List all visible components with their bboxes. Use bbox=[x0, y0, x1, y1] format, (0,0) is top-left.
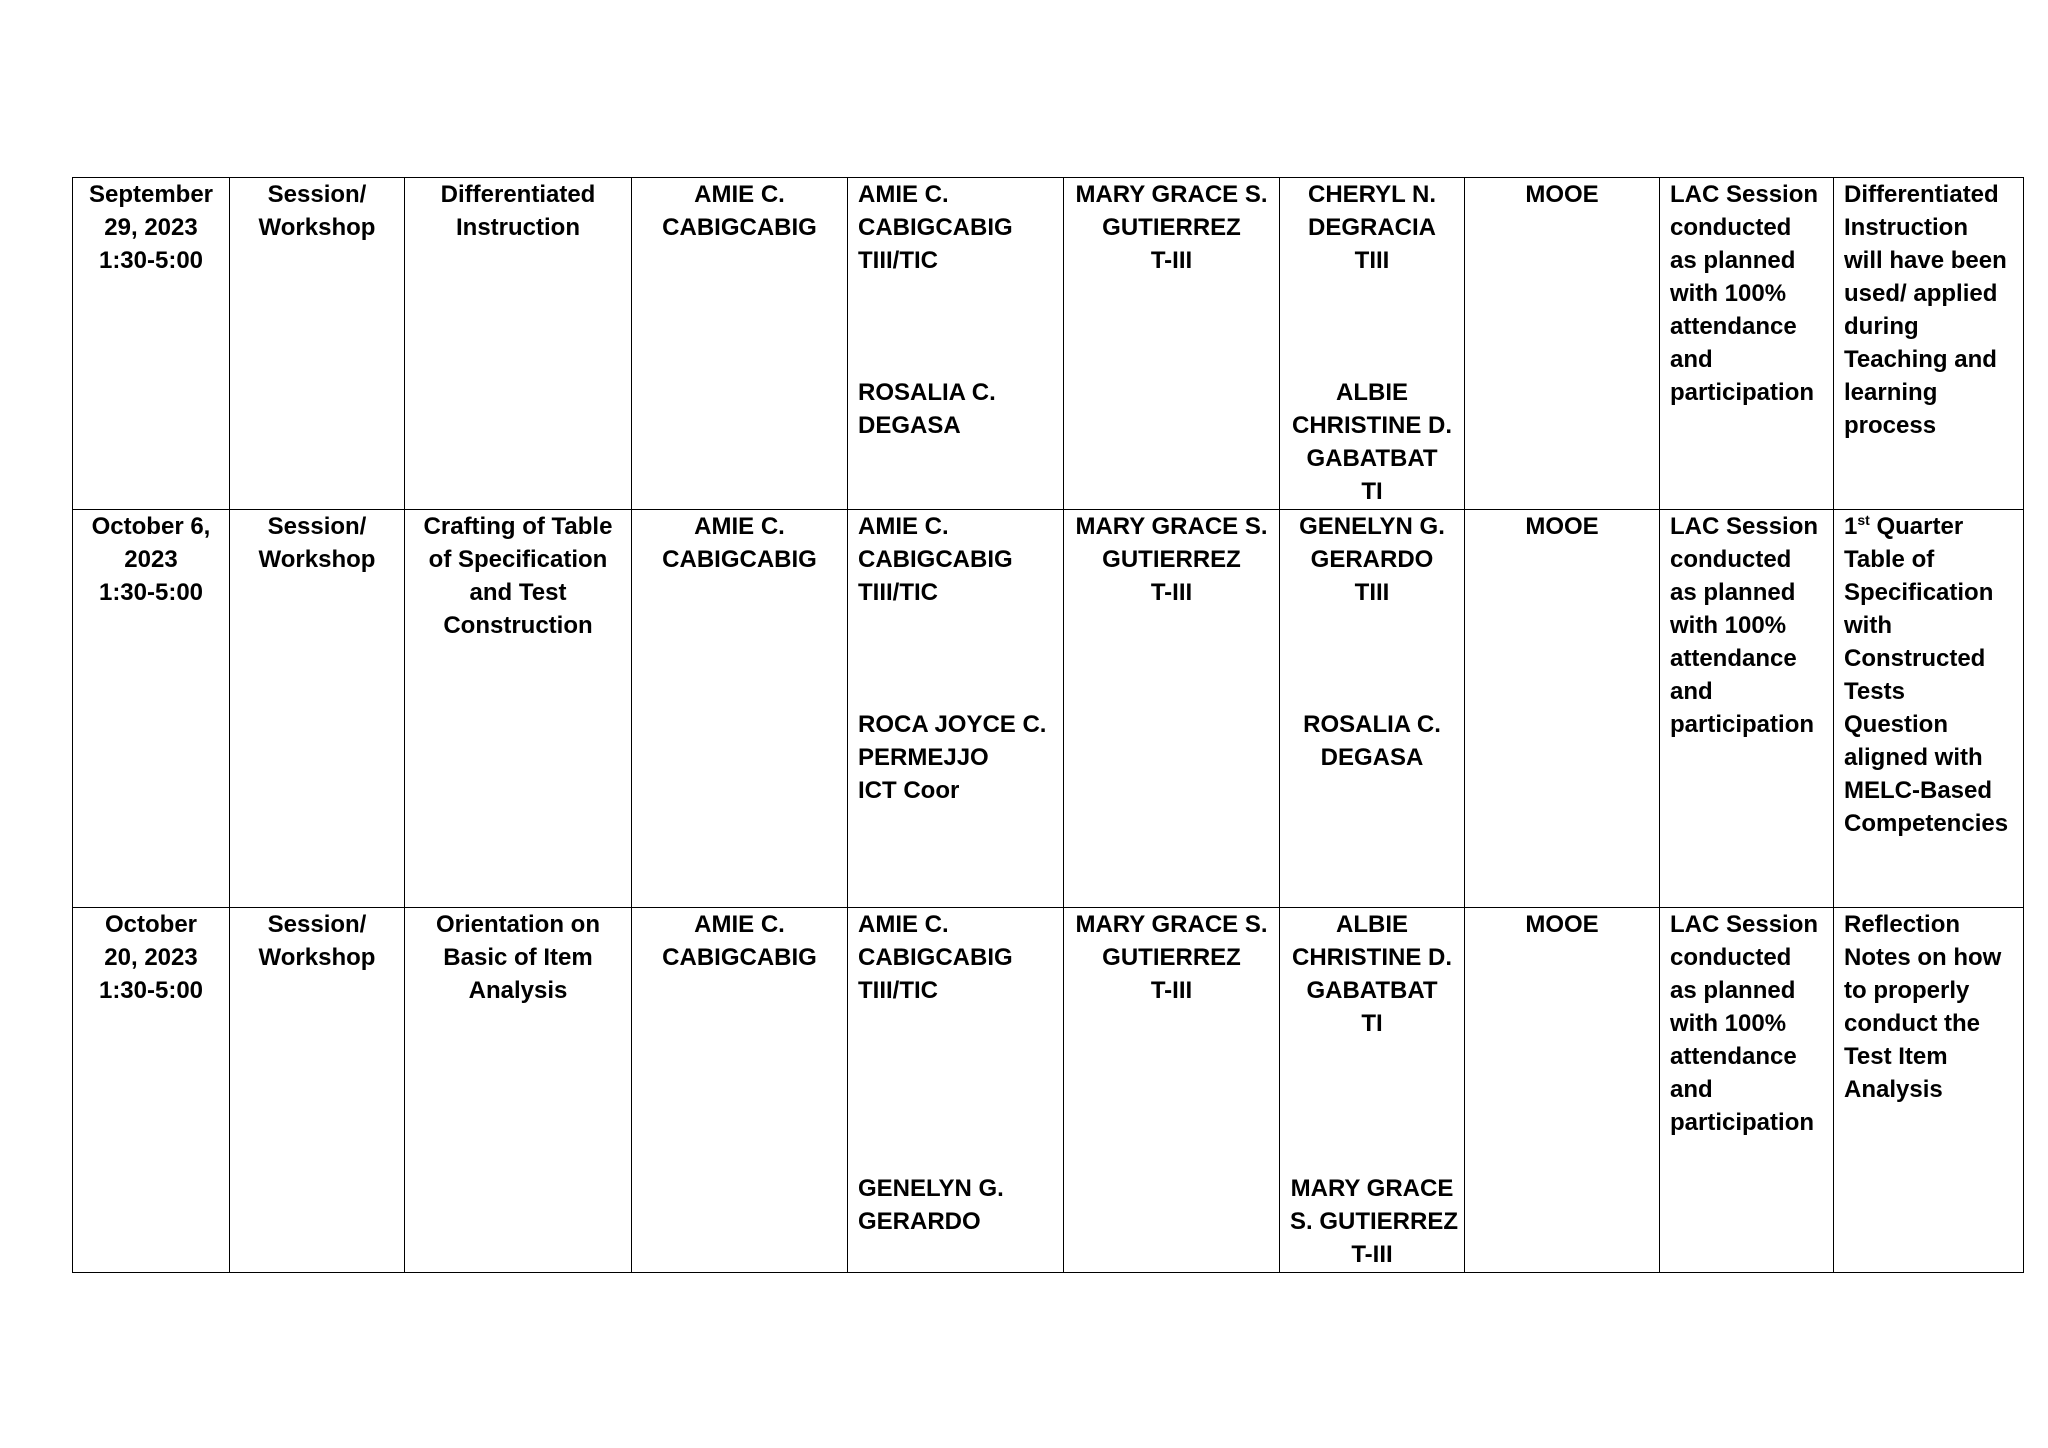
facilitators-cell: AMIE C. CABIGCABIG TIII/TIC ROSALIA C. DEGASA bbox=[848, 178, 1064, 510]
date-cell: October 6, 2023 1:30-5:00 bbox=[73, 510, 230, 908]
topic-cell: Orientation on Basic of Item Analysis bbox=[405, 908, 632, 1273]
indicator-cell: LAC Session conducted as planned with 100% attendance and participation bbox=[1660, 908, 1834, 1273]
proponent-cell: AMIE C. CABIGCABIG bbox=[632, 510, 848, 908]
table-row bbox=[73, 178, 2024, 510]
monitor-cell: MARY GRACE S. GUTIERREZ T-III bbox=[1064, 178, 1280, 510]
output-cell: 1st Quarter Table of Specification with Constructed Tests Question aligned with MELC-Based Competencies bbox=[1834, 510, 2024, 908]
date-cell: September 29, 2023 1:30-5:00 bbox=[73, 178, 230, 510]
indicator-cell: LAC Session conducted as planned with 100% attendance and participation bbox=[1660, 510, 1834, 908]
monitor-cell: MARY GRACE S. GUTIERREZ T-III bbox=[1064, 510, 1280, 908]
activity-cell: Session/ Workshop bbox=[230, 510, 405, 908]
facilitators-cell: AMIE C. CABIGCABIG TIII/TIC ROCA JOYCE C. PERMEJJO ICT Coor bbox=[848, 510, 1064, 908]
table-row bbox=[73, 908, 2024, 1273]
date-cell: October 20, 2023 1:30-5:00 bbox=[73, 908, 230, 1273]
proponent-cell: AMIE C. CABIGCABIG bbox=[632, 908, 848, 1273]
fund-cell: MOOE bbox=[1465, 178, 1660, 510]
proponent-cell: AMIE C. CABIGCABIG bbox=[632, 178, 848, 510]
topic-cell: Crafting of Table of Specification and Test Construction bbox=[405, 510, 632, 908]
monitor-cell: MARY GRACE S. GUTIERREZ T-III bbox=[1064, 908, 1280, 1273]
indicator-cell: LAC Session conducted as planned with 100% attendance and participation bbox=[1660, 178, 1834, 510]
table-row bbox=[73, 510, 2024, 908]
topic-cell: Differentiated Instruction bbox=[405, 178, 632, 510]
activity-cell: Session/ Workshop bbox=[230, 908, 405, 1273]
lac-plan-table bbox=[72, 177, 2024, 1273]
activity-cell: Session/ Workshop bbox=[230, 178, 405, 510]
output-cell: Reflection Notes on how to properly conduct the Test Item Analysis bbox=[1834, 908, 2024, 1273]
facilitators-cell: AMIE C. CABIGCABIG TIII/TIC GENELYN G. GERARDO bbox=[848, 908, 1064, 1273]
output-cell: Differentiated Instruction will have been used/ applied during Teaching and learning process bbox=[1834, 178, 2024, 510]
documenters-cell: ALBIE CHRISTINE D. GABATBAT TI MARY GRACE S. GUTIERREZ T-III bbox=[1280, 908, 1465, 1273]
documenters-cell: CHERYL N. DEGRACIA TIII ALBIE CHRISTINE D. GABATBAT TI bbox=[1280, 178, 1465, 510]
fund-cell: MOOE bbox=[1465, 510, 1660, 908]
documenters-cell: GENELYN G. GERARDO TIII ROSALIA C. DEGASA bbox=[1280, 510, 1465, 908]
fund-cell: MOOE bbox=[1465, 908, 1660, 1273]
